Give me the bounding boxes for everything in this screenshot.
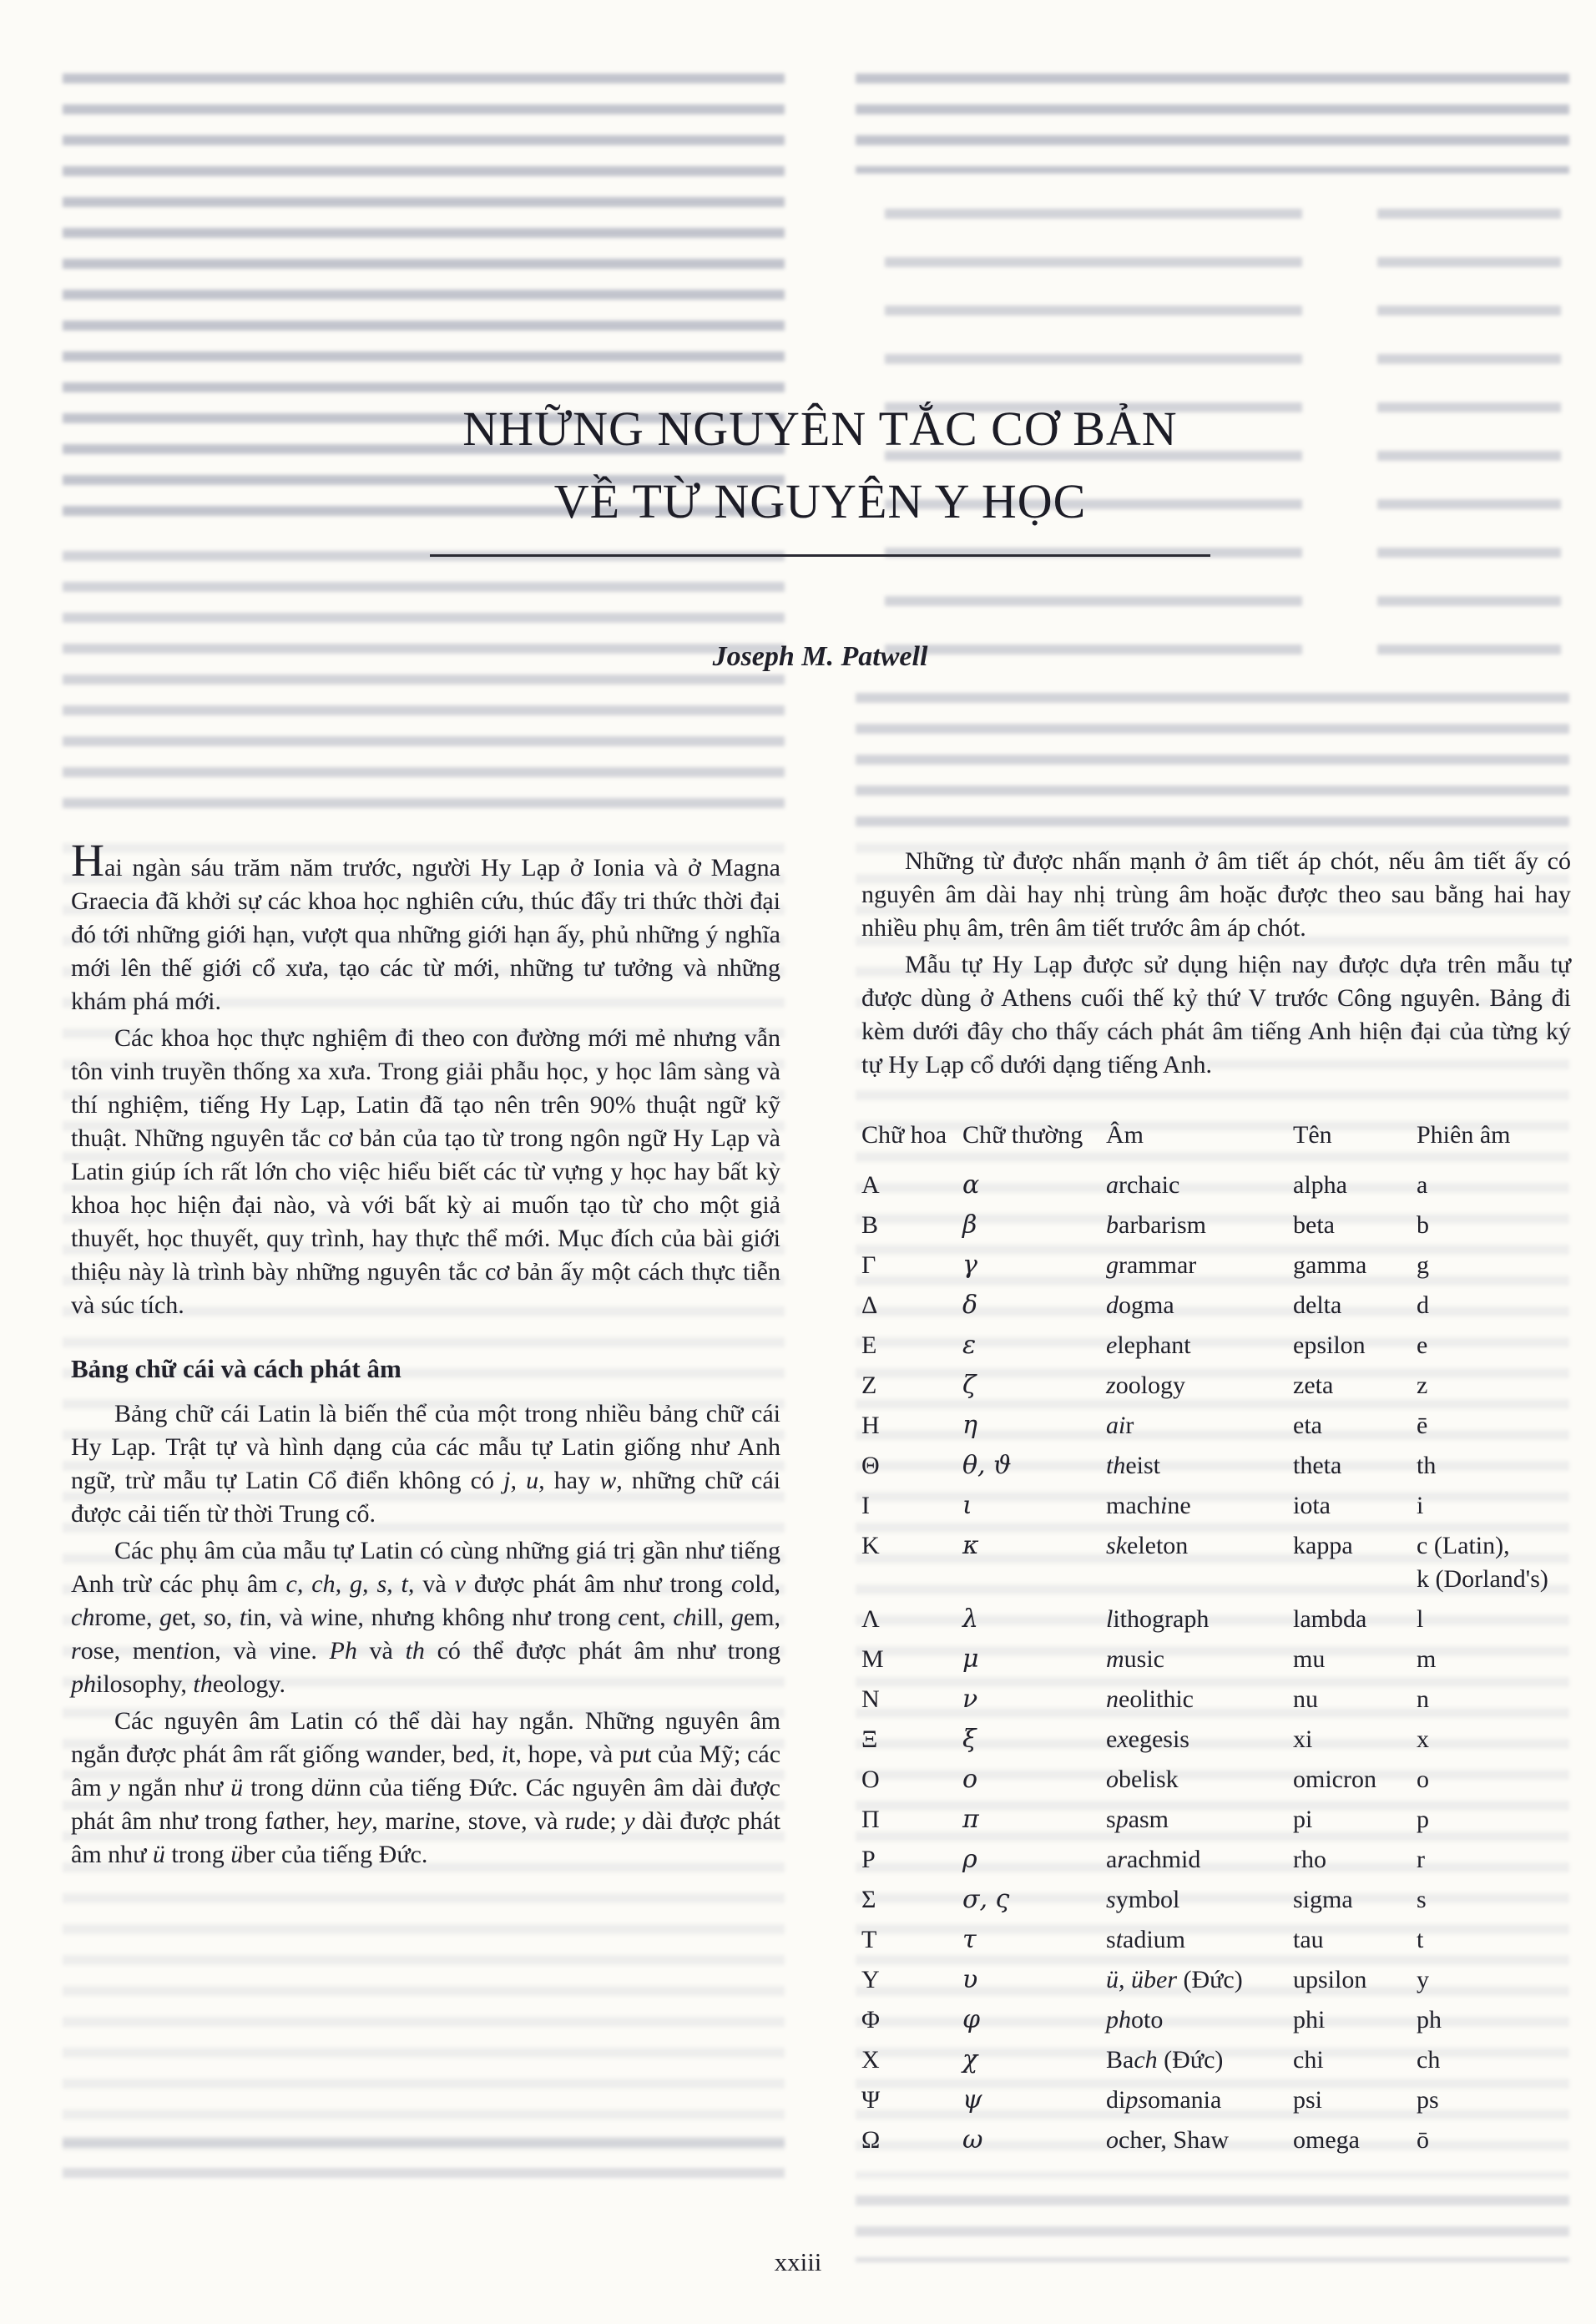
uppercase-letter: Δ xyxy=(861,1291,878,1319)
letter-name: gamma xyxy=(1293,1251,1367,1279)
letter-name: iota xyxy=(1293,1492,1331,1519)
greek-letter-row xyxy=(861,1920,1571,1960)
letter-name: delta xyxy=(1293,1291,1342,1319)
greek-letter-row xyxy=(861,1840,1571,1880)
letter-name: epsilon xyxy=(1293,1331,1366,1359)
greek-letter-row xyxy=(861,1526,1571,1599)
letter-name: eta xyxy=(1293,1412,1322,1439)
sound-example: photo xyxy=(1106,2006,1164,2034)
lowercase-letter: λ xyxy=(962,1604,979,1634)
letter-name: nu xyxy=(1293,1685,1318,1713)
lowercase-letter: φ xyxy=(962,2005,981,2034)
sound-example: ocher, Shaw xyxy=(1106,2126,1230,2154)
sound-example: elephant xyxy=(1106,1331,1191,1359)
greek-letter-row xyxy=(861,2040,1571,2080)
uppercase-letter: Β xyxy=(861,1211,879,1239)
transliteration: a xyxy=(1417,1171,1428,1199)
uppercase-letter: Λ xyxy=(861,1605,880,1633)
sound-example: machine xyxy=(1106,1492,1191,1519)
header-uppercase: Chữ hoa xyxy=(861,1121,947,1149)
sound-example: arachmid xyxy=(1106,1846,1201,1873)
lowercase-letter: δ xyxy=(962,1291,978,1320)
title-line-1: NHỮNG NGUYÊN TẮC CƠ BẢN xyxy=(462,402,1178,456)
letter-name: tau xyxy=(1293,1926,1324,1953)
article-title xyxy=(71,392,1569,557)
letter-name: alpha xyxy=(1293,1171,1347,1199)
lowercase-letter: σ, ς xyxy=(962,1885,1010,1914)
table-header-row xyxy=(861,1119,1571,1165)
lowercase-letter: γ xyxy=(962,1250,977,1280)
transliteration: d xyxy=(1417,1291,1429,1319)
greek-letter-row xyxy=(861,1326,1571,1366)
letter-name: phi xyxy=(1293,2006,1326,2034)
uppercase-letter: Θ xyxy=(861,1452,880,1479)
sound-example: exegesis xyxy=(1106,1725,1189,1753)
sound-example: symbol xyxy=(1106,1886,1180,1913)
uppercase-letter: Ω xyxy=(861,2126,881,2154)
transliteration: z xyxy=(1417,1372,1428,1399)
sound-example: theist xyxy=(1106,1452,1161,1479)
greek-letter-row xyxy=(861,1599,1571,1639)
lowercase-letter: μ xyxy=(962,1644,979,1674)
greek-letter-row xyxy=(861,1486,1571,1526)
uppercase-letter: Μ xyxy=(861,1645,884,1673)
uppercase-letter: Τ xyxy=(861,1926,877,1953)
transliteration: th xyxy=(1417,1452,1437,1479)
lowercase-letter: η xyxy=(962,1411,977,1440)
transliteration: y xyxy=(1417,1966,1429,1993)
transliteration: c (Latin), k (Dorland's) xyxy=(1417,1532,1548,1593)
letter-name: psi xyxy=(1293,2086,1323,2114)
lowercase-letter: θ, ϑ xyxy=(962,1451,1012,1480)
sound-example: obelisk xyxy=(1106,1766,1179,1793)
left-column xyxy=(71,836,781,1875)
uppercase-letter: Π xyxy=(861,1806,880,1833)
transliteration: ē xyxy=(1417,1412,1428,1439)
sound-example: skeleton xyxy=(1106,1532,1189,1559)
lowercase-letter: β xyxy=(962,1210,977,1240)
letter-name: pi xyxy=(1293,1806,1313,1833)
letter-name: theta xyxy=(1293,1452,1342,1479)
letter-name: chi xyxy=(1293,2046,1324,2074)
greek-letter-row xyxy=(861,1406,1571,1446)
uppercase-letter: Α xyxy=(861,1171,880,1199)
greek-letter-row xyxy=(861,2080,1571,2120)
transliteration: l xyxy=(1417,1605,1424,1633)
transliteration: n xyxy=(1417,1685,1429,1713)
transliteration: ph xyxy=(1417,2006,1442,2034)
lowercase-letter: τ xyxy=(962,1925,977,1954)
letter-name: omicron xyxy=(1293,1766,1376,1793)
letter-name: sigma xyxy=(1293,1886,1353,1913)
sound-example: Bach (Đức) xyxy=(1106,2046,1224,2074)
lowercase-letter: κ xyxy=(962,1531,979,1560)
greek-letter-row xyxy=(861,1760,1571,1800)
letter-name: omega xyxy=(1293,2126,1360,2154)
lowercase-letter: ν xyxy=(962,1685,978,1714)
lowercase-letter: ο xyxy=(962,1765,978,1794)
paragraph-alphabet-3: Các nguyên âm Latin có thể dài hay ngắn. Những nguyên âm ngắn được phát âm rất giống wander, bed, it, hope, và put của Mỹ; các âm y ngắn như ü trong dünn của tiếng Đức. Các nguyên âm dài được phát âm như trong father, hey, marine, stove, và rude; y dài được phát âm như ü trong über của tiếng Đức. xyxy=(71,1707,781,1868)
greek-letter-row xyxy=(861,2000,1571,2040)
title-underline xyxy=(430,554,1210,557)
sound-example: dipsomania xyxy=(1106,2086,1222,2114)
transliteration: ch xyxy=(1417,2046,1441,2074)
lowercase-letter: ψ xyxy=(962,2085,982,2114)
transliteration: e xyxy=(1417,1331,1428,1359)
letter-name: kappa xyxy=(1293,1532,1353,1559)
letter-name: zeta xyxy=(1293,1372,1334,1399)
uppercase-letter: Ζ xyxy=(861,1372,877,1399)
paragraph-greek-alphabet: Mẫu tự Hy Lạp được sử dụng hiện nay được dựa trên mẫu tự được dùng ở Athens cuối thế kỷ thứ V trước Công nguyên. Bảng đi kèm dưới đây cho thấy cách phát âm tiếng Anh hiện đại của từng ký tự Hy Lạp cổ dưới dạng tiếng Anh. xyxy=(861,951,1571,1079)
uppercase-letter: Ο xyxy=(861,1766,880,1793)
sound-example: zoology xyxy=(1106,1372,1186,1399)
greek-letter-row xyxy=(861,1366,1571,1406)
header-sound: Âm xyxy=(1106,1121,1144,1149)
sound-example: air xyxy=(1106,1412,1134,1439)
transliteration: r xyxy=(1417,1846,1425,1873)
uppercase-letter: Χ xyxy=(861,2046,880,2074)
paragraph-stress-rule: Những từ được nhấn mạnh ở âm tiết áp chót, nếu âm tiết ấy có nguyên âm dài hay nhị trùng âm hoặc được theo sau bằng hai hay nhiều phụ âm, trên âm tiết trước âm áp chót. xyxy=(861,847,1571,942)
letter-name: beta xyxy=(1293,1211,1335,1239)
transliteration: x xyxy=(1417,1725,1429,1753)
transliteration: t xyxy=(1417,1926,1424,1953)
greek-alphabet-table-body xyxy=(861,1165,1571,2160)
uppercase-letter: Ν xyxy=(861,1685,880,1713)
uppercase-letter: Σ xyxy=(861,1886,876,1913)
greek-letter-row xyxy=(861,1639,1571,1680)
letter-name: lambda xyxy=(1293,1605,1367,1633)
header-name: Tên xyxy=(1293,1121,1332,1149)
sound-example: spasm xyxy=(1106,1806,1169,1833)
letter-name: xi xyxy=(1293,1725,1313,1753)
lowercase-letter: ε xyxy=(962,1331,977,1360)
title-line-2: VỀ TỪ NGUYÊN Y HỌC xyxy=(553,474,1087,528)
transliteration: b xyxy=(1417,1211,1429,1239)
lowercase-letter: ι xyxy=(962,1491,972,1520)
page-number: xxiii xyxy=(774,2247,822,2276)
transliteration: o xyxy=(1417,1766,1429,1793)
transliteration: ō xyxy=(1417,2126,1429,2154)
greek-letter-row xyxy=(861,1880,1571,1920)
uppercase-letter: Ξ xyxy=(861,1725,878,1753)
lowercase-letter: υ xyxy=(962,1965,978,1994)
letter-name: mu xyxy=(1293,1645,1326,1673)
paragraph-alphabet-2: Các phụ âm của mẫu tự Latin có cùng những giá trị gần như tiếng Anh trừ các phụ âm c, ch, g, s, t, và v được phát âm như trong cold, chrome, get, so, tin, và wine, nhưng không như trong cent, chill, gem, rose, mention, và vine. Ph và th có thể được phát âm như trong philosophy, theology. xyxy=(71,1537,781,1698)
transliteration: p xyxy=(1417,1806,1429,1833)
sound-example: neolithic xyxy=(1106,1685,1194,1713)
uppercase-letter: Υ xyxy=(861,1966,880,1993)
lowercase-letter: ρ xyxy=(962,1845,977,1874)
sound-example: barbarism xyxy=(1106,1211,1206,1239)
greek-letter-row xyxy=(861,1446,1571,1486)
lowercase-letter: π xyxy=(962,1805,979,1834)
sound-example: lithograph xyxy=(1106,1605,1210,1633)
transliteration: i xyxy=(1417,1492,1424,1519)
lowercase-letter: χ xyxy=(962,2045,978,2074)
lowercase-letter: α xyxy=(962,1170,980,1200)
sound-example: ü, über (Đức) xyxy=(1106,1966,1243,1993)
section-heading-alphabet: Bảng chữ cái và cách phát âm xyxy=(71,1354,402,1383)
uppercase-letter: Ι xyxy=(861,1492,870,1519)
header-transliteration: Phiên âm xyxy=(1417,1121,1511,1149)
uppercase-letter: Φ xyxy=(861,2006,880,2034)
greek-letter-row xyxy=(861,1286,1571,1326)
uppercase-letter: Γ xyxy=(861,1251,876,1279)
header-lowercase: Chữ thường xyxy=(962,1121,1083,1149)
paragraph-intro-1: Hai ngàn sáu trăm năm trước, người Hy Lạp ở Ionia và ở Magna Graecia đã khởi sự các khoa học nghiên cứu, thúc đẩy tri thức thời đại đó tới những giới hạn, vượt qua những giới hạn ấy, phủ những ý nghĩa mới lên thế giới cổ xưa, tạo các từ mới, những tư tưởng và những khám phá mới. xyxy=(71,836,780,1015)
transliteration: m xyxy=(1417,1645,1437,1673)
uppercase-letter: Ρ xyxy=(861,1846,876,1873)
transliteration: ps xyxy=(1417,2086,1439,2114)
lowercase-letter: ω xyxy=(962,2125,983,2155)
uppercase-letter: Η xyxy=(861,1412,880,1439)
paragraph-intro-2: Các khoa học thực nghiệm đi theo con đường mới mẻ nhưng vẫn tôn vinh truyền thống xa xưa. Trong giải phẫu học, y học lâm sàng và thí nghiệm, tiếng Hy Lạp, Latin đã tạo nên trên 90% thuật ngữ kỹ thuật. Những nguyên tắc cơ bản của tạo từ trong ngôn ngữ Hy Lạp và Latin giúp ích rất lớn cho việc hiểu biết các từ vựng y học hay bất kỳ khoa học hiện đại nào, và với bất kỳ ai muốn tạo từ cho một giả thuyết, học thuyết, quy trình, hay thực thể mới. Mục đích của bài giới thiệu này là trình bày những nguyên tắc cơ bản ấy một cách thực tiễn và súc tích. xyxy=(71,1024,780,1319)
uppercase-letter: Κ xyxy=(861,1532,880,1559)
lowercase-letter: ζ xyxy=(962,1371,977,1400)
greek-letter-row xyxy=(861,1245,1571,1286)
greek-letter-row xyxy=(861,1800,1571,1840)
transliteration: s xyxy=(1417,1886,1427,1913)
uppercase-letter: Ψ xyxy=(861,2086,881,2114)
letter-name: upsilon xyxy=(1293,1966,1367,1993)
author-name: Joseph M. Patwell xyxy=(712,641,928,672)
greek-letter-row xyxy=(861,1720,1571,1760)
paragraph-alphabet-1: Bảng chữ cái Latin là biến thể của một trong nhiều bảng chữ cái Hy Lạp. Trật tự và hình dạng của các mẫu tự Latin giống như Anh ngữ, trừ mẫu tự Latin Cổ điển không có j, u, hay w, những chữ cái được cải tiến từ thời Trung cổ. xyxy=(71,1400,780,1528)
greek-letter-row xyxy=(861,1165,1571,1205)
right-column xyxy=(861,845,1571,2160)
sound-example: stadium xyxy=(1106,1926,1186,1953)
transliteration: g xyxy=(1417,1251,1429,1279)
lowercase-letter: ξ xyxy=(962,1725,977,1754)
greek-letter-row xyxy=(861,1680,1571,1720)
greek-letter-row xyxy=(861,1960,1571,2000)
greek-letter-row xyxy=(861,1205,1571,1245)
greek-letter-row xyxy=(861,2120,1571,2160)
sound-example: grammar xyxy=(1106,1251,1197,1279)
letter-name: rho xyxy=(1293,1846,1326,1873)
greek-alphabet-table xyxy=(861,1119,1571,2160)
sound-example: archaic xyxy=(1106,1171,1180,1199)
uppercase-letter: Ε xyxy=(861,1331,877,1359)
sound-example: dogma xyxy=(1106,1291,1174,1319)
sound-example: music xyxy=(1106,1645,1164,1673)
